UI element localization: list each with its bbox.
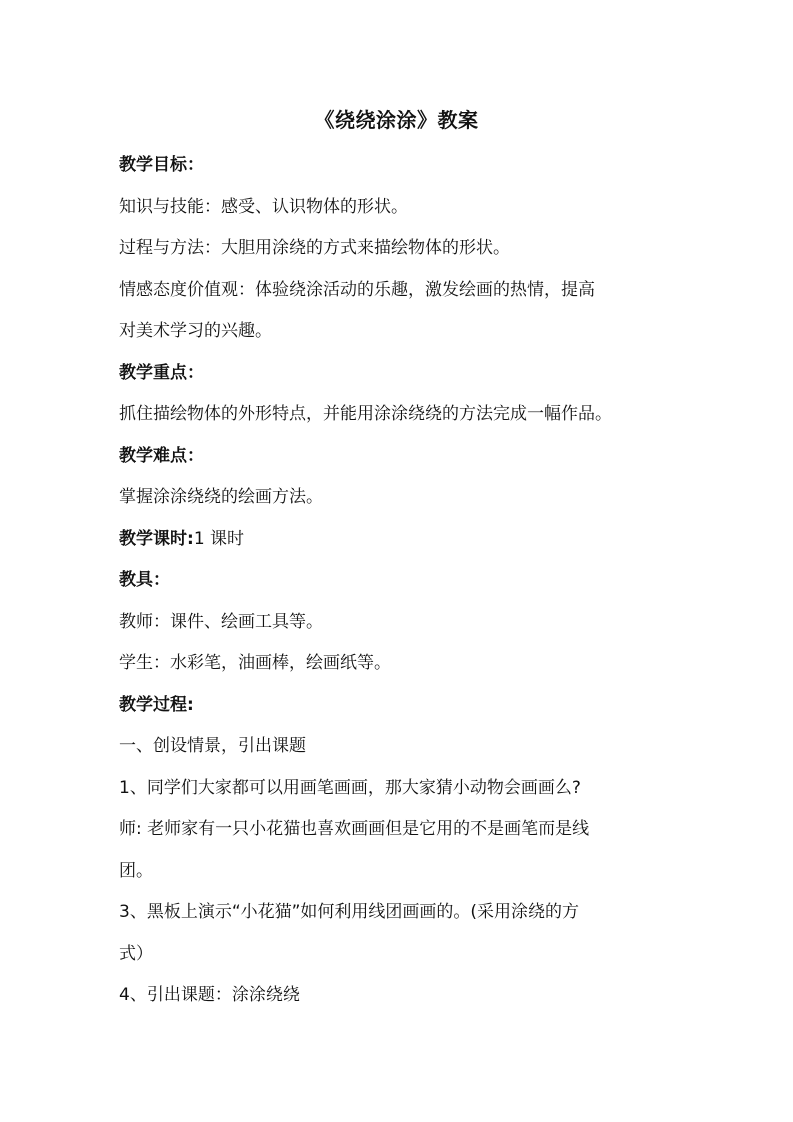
process-teacher-line-1: 师: 老师家有一只小花猫也喜欢画画但是它用的不是画笔而是线 (119, 819, 590, 839)
teaching-aids-student: 学生：水彩笔，油画棒，绘画纸等。 (119, 653, 391, 673)
process-item-3-line-2: 式） (119, 943, 153, 964)
objective-emotion-line-2: 对美术学习的兴趣。 (119, 321, 272, 341)
section-heading-objectives: 教学目标： (119, 155, 204, 175)
document-body (119, 145, 704, 1017)
process-item-4: 4、引出课题：涂涂绕绕 (119, 985, 300, 1005)
key-points-text: 抓住描绘物体的外形特点，并能用涂涂绕绕的方法完成一幅作品。 (119, 404, 612, 424)
difficulties-text: 掌握涂涂绕绕的绘画方法。 (119, 487, 323, 507)
objective-knowledge: 知识与技能：感受、认识物体的形状。 (119, 196, 408, 217)
section-heading-process: 教学过程: (119, 694, 194, 715)
section-heading-teaching-aids: 教具： (119, 570, 170, 590)
document-title: 《绕绕涂涂》教案 (314, 108, 479, 132)
section-heading-class-hours: 教学课时: (119, 528, 194, 549)
objective-process: 过程与方法：大胆用涂绕的方式来描绘物体的形状。 (119, 238, 510, 258)
teaching-aids-teacher: 教师：课件、绘画工具等。 (119, 611, 323, 632)
class-hours-value: 1 课时 (193, 528, 245, 549)
section-heading-difficulties: 教学难点： (119, 445, 204, 466)
process-item-3-line-1: 3、黑板上演示“小花猫”如何利用线团画画的。(采用涂绕的方 (119, 902, 580, 922)
objective-emotion-line-1: 情感态度价值观：体验绕涂活动的乐趣，激发绘画的热情，提高 (119, 279, 595, 300)
process-teacher-line-2: 团。 (119, 860, 153, 881)
process-step-intro: 一、创设情景，引出课题 (119, 736, 306, 756)
section-heading-key-points: 教学重点： (119, 362, 204, 383)
process-item-1: 1、同学们大家都可以用画笔画画，那大家猜小动物会画画么? (119, 777, 581, 798)
class-hours-line (119, 519, 704, 561)
